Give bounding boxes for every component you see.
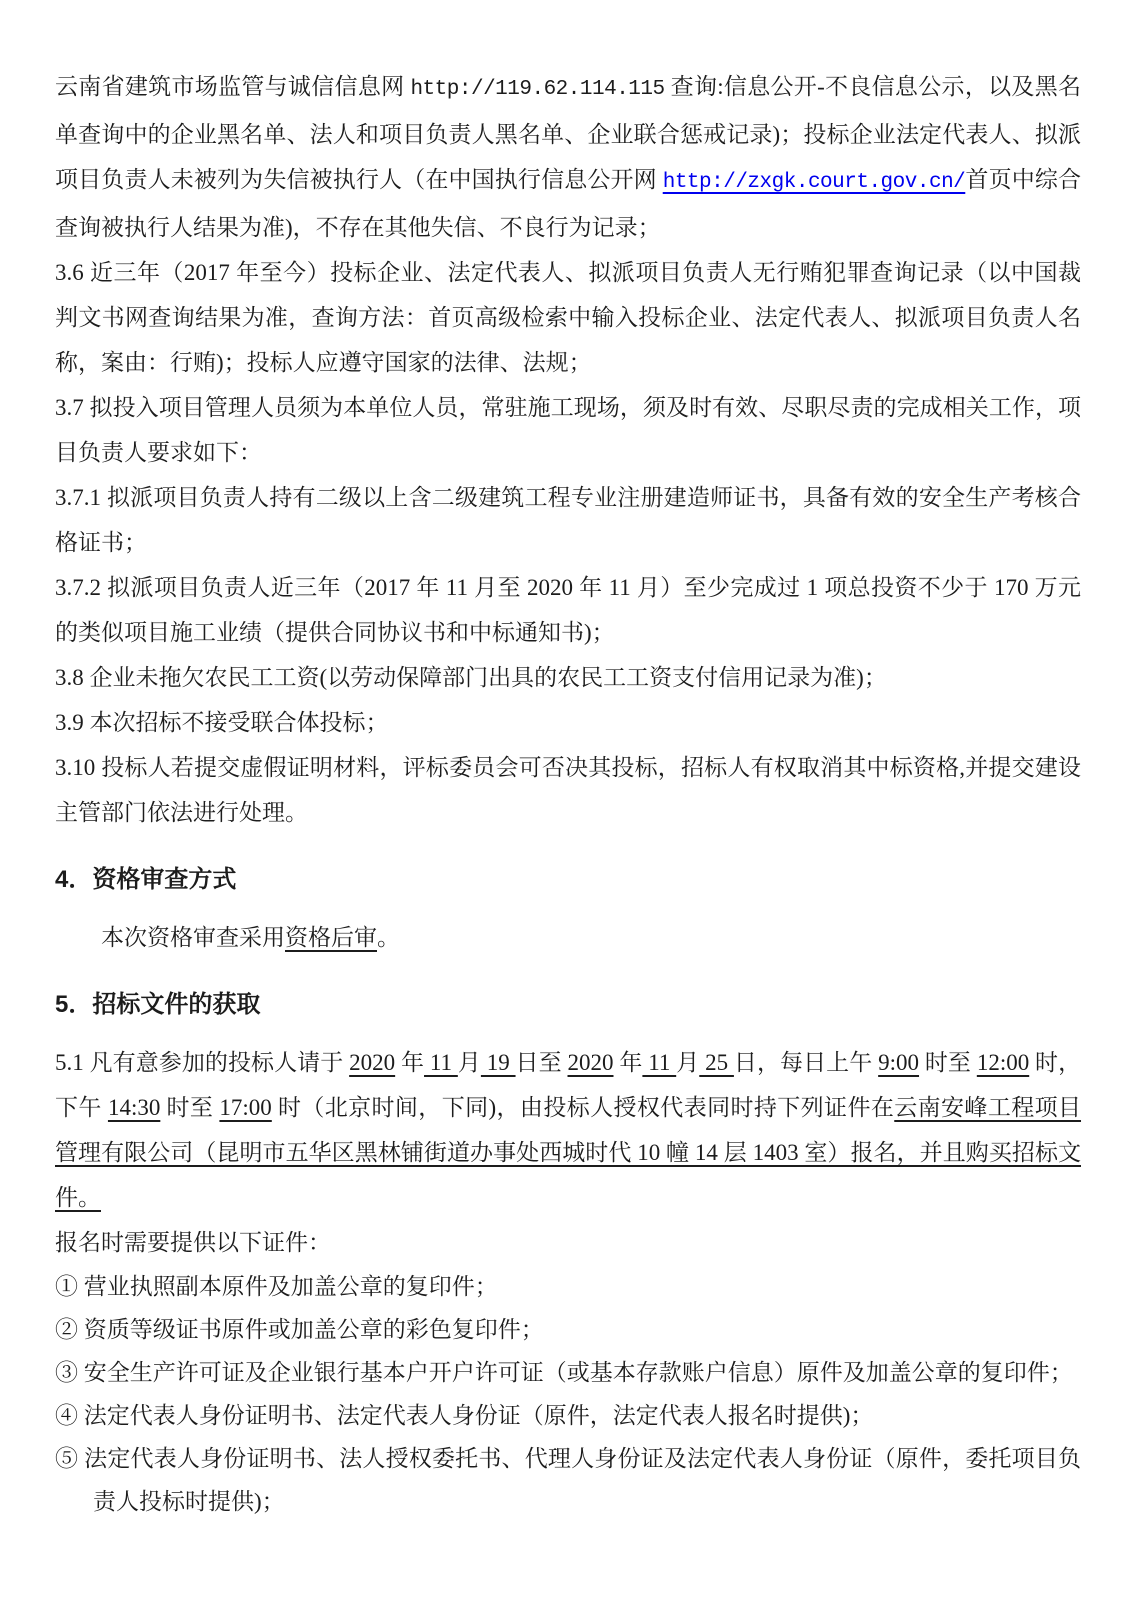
text-segment: 17:00 bbox=[219, 1095, 272, 1120]
text-segment: 12:00 bbox=[976, 1050, 1030, 1075]
clause-3-7-1: 3.7.1 拟派项目负责人持有二级以上含二级建筑工程专业注册建造师证书，具备有效的安全生产考核合格证书； bbox=[55, 485, 1081, 555]
clause-4-body bbox=[55, 915, 1081, 960]
docs-intro: 报名时需要提供以下证件： bbox=[55, 1230, 331, 1255]
text-segment: 2020 bbox=[349, 1050, 396, 1075]
doc-list bbox=[55, 1265, 1081, 1523]
text-segment: 云南省建筑市场监管与诚信信息网 bbox=[55, 74, 411, 99]
text-segment: 日，每日上午 bbox=[733, 1050, 879, 1075]
clause-3-9: 3.9 本次招标不接受联合体投标； bbox=[55, 710, 389, 735]
clause-3-7: 3.7 拟投入项目管理人员须为本单位人员，常驻施工现场，须及时有效、尽职尽责的完成相关工作，项目负责人要求如下： bbox=[55, 395, 1081, 465]
doc-list-item-1: ① 营业执照副本原件及加盖公章的复印件； bbox=[55, 1274, 498, 1299]
text-segment: 时至 bbox=[919, 1050, 977, 1075]
text-segment: 首页中综合查询被执行人结果为准)，不存在其他失信、不良行为记录； bbox=[55, 167, 1082, 240]
text-segment: 日至 bbox=[515, 1050, 568, 1075]
clause-3-8: 3.8 企业未拖欠农民工工资(以劳动保障部门出具的农民工工资支付信用记录为准)； bbox=[55, 665, 887, 690]
text-segment: 月 bbox=[457, 1050, 481, 1075]
text-segment: 2020 bbox=[567, 1050, 614, 1075]
section-5-heading: 5．招标文件的获取 bbox=[55, 991, 261, 1018]
text-segment: 月 bbox=[676, 1050, 700, 1075]
clause-3-7-2: 3.7.2 拟派项目负责人近三年（2017 年 11 月至 2020 年 11 月）至少完成过 1 项总投资不少于 170 万元的类似项目施工业绩（提供合同协议书和中标通知书)； bbox=[55, 575, 1081, 645]
text-segment: 时至 bbox=[160, 1095, 220, 1120]
clause-5-1 bbox=[55, 1040, 1081, 1220]
paragraph-carryover bbox=[55, 64, 1081, 250]
text-segment: 年 bbox=[395, 1050, 425, 1075]
clause-3-6: 3.6 近三年（2017 年至今）投标企业、法定代表人、拟派项目负责人无行贿犯罪查询记录（以中国裁判文书网查询结果为准，查询方法：首页高级检索中输入投标企业、法定代表人、拟派项目负责人名称，案由：行贿)；投标人应遵守国家的法律、法规； bbox=[55, 260, 1081, 375]
text-segment: 5.1 凡有意参加的投标人请于 bbox=[55, 1050, 350, 1075]
text-segment: 19 bbox=[480, 1050, 516, 1075]
text-segment: 年 bbox=[613, 1050, 643, 1075]
text-segment: 时（北京时间，下同)，由投标人授权代表同时持下列证件在 bbox=[271, 1095, 895, 1120]
text-segment: 查询:信息公开-不良信息公示，以及黑名单查询中的企业黑名单、法人和项目负责人黑名单、企业联合惩戒记录)；投标企业法定代表人、拟派项目负责人未被列为失信被执行人（在中国执行信息公开网 bbox=[55, 74, 1081, 192]
court-website-link[interactable]: http://zxgk.court.gov.cn/ bbox=[662, 171, 966, 194]
qualification-method-underlined: 资格后审 bbox=[285, 925, 377, 950]
text-segment: 9:00 bbox=[878, 1050, 920, 1075]
section-4-heading: 4．资格审查方式 bbox=[55, 866, 237, 893]
doc-list-item-3: ③ 安全生产许可证及企业银行基本户开户许可证（或基本存款账户信息）原件及加盖公章的复印件； bbox=[55, 1360, 1073, 1385]
text-segment: 14:30 bbox=[107, 1095, 161, 1120]
doc-list-item-5: ⑤ 法定代表人身份证明书、法人授权委托书、代理人身份证及法定代表人身份证（原件，委托项目负责人投标时提供)； bbox=[55, 1446, 1081, 1514]
agency-address-underlined: 云南安峰工程项目管理有限公司（昆明市五华区黑林铺街道办事处西城时代 10 幢 14 层 1403 室）报名，并且购买招标文件。 bbox=[55, 1095, 1082, 1210]
credit-site-url: http://119.62.114.115 bbox=[410, 78, 665, 101]
text-segment: 本次资格审查采用 bbox=[101, 925, 285, 950]
text-segment: 11 bbox=[642, 1050, 677, 1075]
doc-list-item-2: ② 资质等级证书原件或加盖公章的彩色复印件； bbox=[55, 1317, 544, 1342]
text-segment: 。 bbox=[377, 925, 400, 950]
text-segment: 时，下午 bbox=[55, 1050, 1082, 1120]
clause-3-10: 3.10 投标人若提交虚假证明材料，评标委员会可否决其投标，招标人有权取消其中标资格,并提交建设主管部门依法进行处理。 bbox=[55, 755, 1081, 825]
doc-list-item-4: ④ 法定代表人身份证明书、法定代表人身份证（原件，法定代表人报名时提供)； bbox=[55, 1403, 874, 1428]
text-segment: 25 bbox=[699, 1050, 734, 1075]
text-segment: 11 bbox=[424, 1050, 458, 1075]
